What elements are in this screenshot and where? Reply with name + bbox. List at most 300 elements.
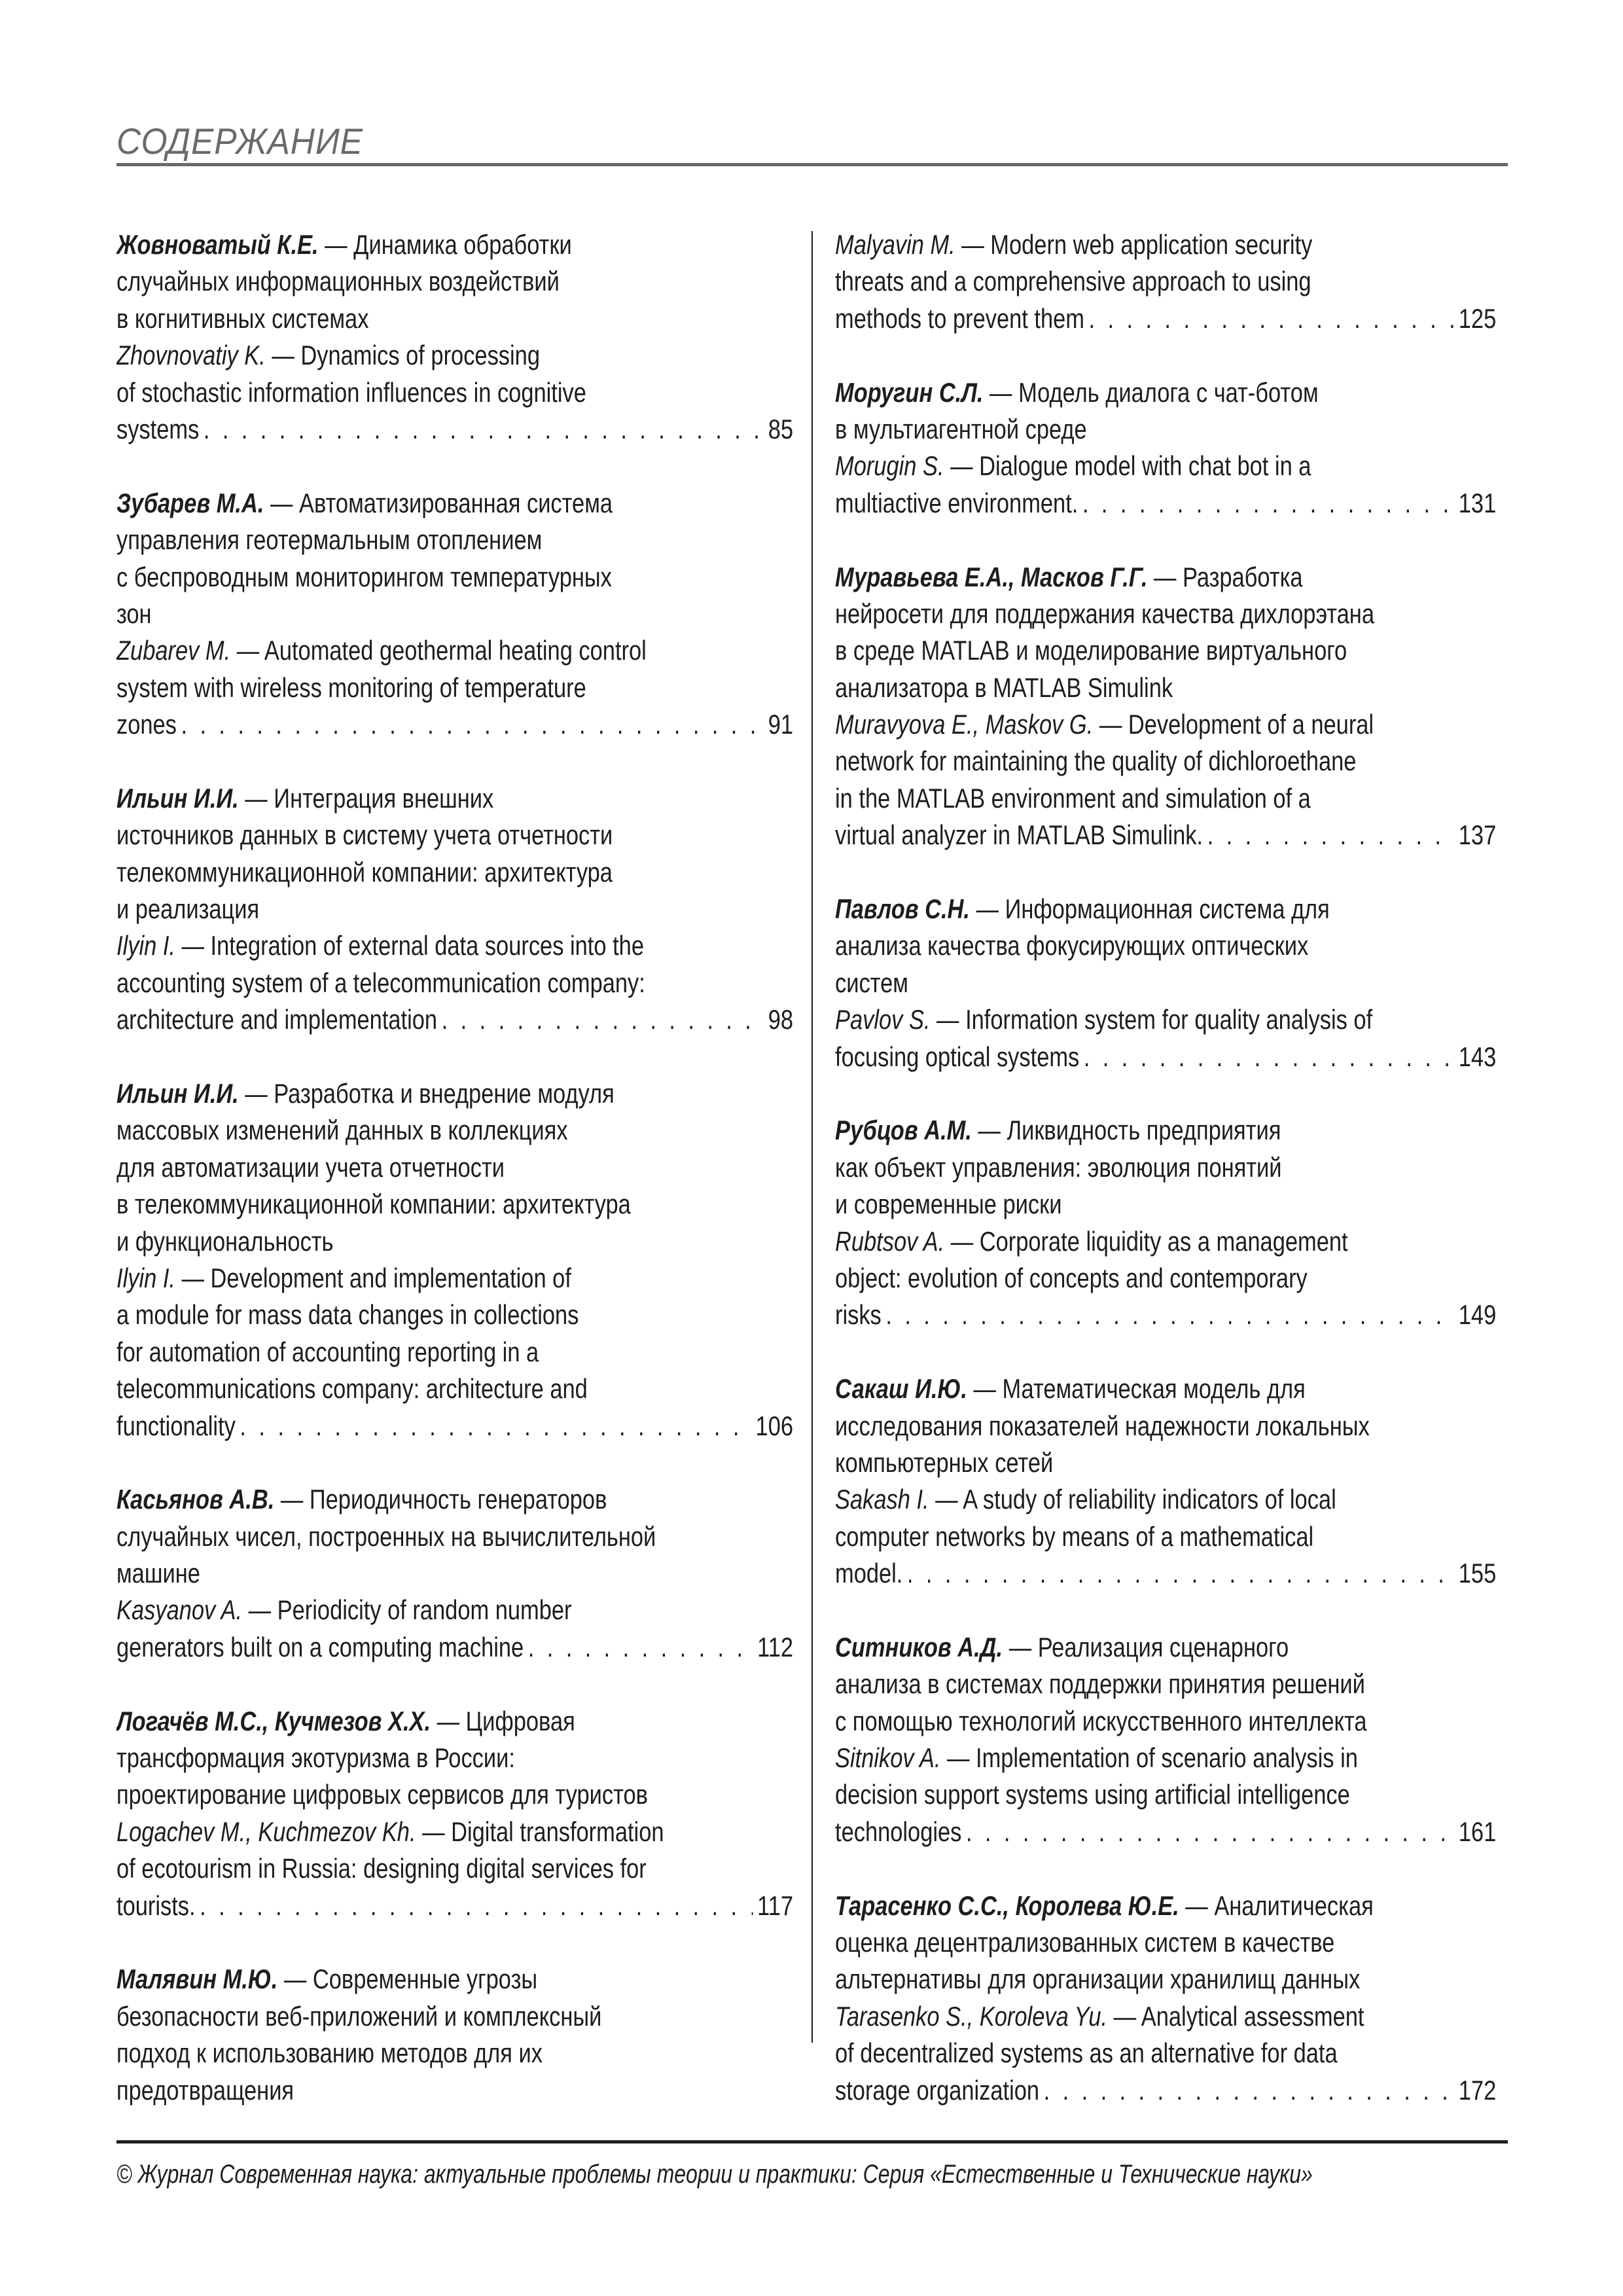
dot-leader <box>1207 817 1455 853</box>
title-en-text: network for maintaining the quality of dichloroethane <box>835 745 1357 777</box>
title-en-text: storage organization <box>835 2074 1040 2106</box>
authors-en: Logachev M., Kuchmezov Kh. <box>116 1816 416 1847</box>
title-ru-text: источников данных в систему учета отчетности <box>116 819 613 851</box>
title-ru-text: — Информационная система для <box>976 893 1330 925</box>
toc-line-en <box>835 780 1496 817</box>
column-divider <box>812 231 813 2043</box>
title-ru-text: зон <box>116 598 152 629</box>
title-en-text: computer networks by means of a mathematical <box>835 1520 1314 1552</box>
toc-line-ru <box>116 596 793 632</box>
title-en-wrap <box>116 1336 539 1367</box>
page-number[interactable]: 172 <box>1458 2074 1497 2106</box>
title-en-wrap <box>835 783 1311 814</box>
title-en-wrap <box>835 1742 1358 1773</box>
title-en-wrap <box>116 1816 664 1847</box>
title-en-wrap <box>116 1408 236 1444</box>
title-ru-text: телекоммуникационной компании: архитектура <box>116 856 613 888</box>
title-en-wrap <box>835 1039 1079 1075</box>
page-title: СОДЕРЖАНИЕ <box>116 120 363 162</box>
title-en-text: architecture and implementation <box>116 1004 438 1035</box>
page-number[interactable]: 85 <box>768 413 794 444</box>
toc-entry[interactable] <box>835 374 1496 522</box>
title-en-wrap <box>835 745 1356 776</box>
title-en-text: a module for mass data changes in collections <box>116 1299 579 1331</box>
toc-line-en <box>116 670 793 706</box>
authors-en: Pavlov S. <box>835 1004 931 1035</box>
title-ru-text: и современные риски <box>835 1189 1062 1220</box>
title-en-text: for automation of accounting reporting in a <box>116 1336 539 1367</box>
dot-leader <box>200 1888 753 1924</box>
toc-line-en <box>835 1001 1496 1038</box>
authors-ru: Касьянов А.В. <box>116 1484 275 1515</box>
toc-line-en <box>835 743 1496 780</box>
toc-line-en-last <box>835 817 1496 853</box>
title-ru-text: в среде MATLAB и моделирование виртуального <box>835 635 1347 666</box>
toc-line-ru <box>116 1112 793 1149</box>
authors-en: Sakash I. <box>835 1484 929 1515</box>
toc-line-en <box>835 1776 1496 1813</box>
toc-line-ru <box>116 300 793 337</box>
toc-line-en-last <box>116 706 793 743</box>
title-en-text: accounting system of a telecommunication company: <box>116 967 645 998</box>
toc-line-en-last <box>116 1001 793 1038</box>
toc-line-ru <box>835 1703 1496 1740</box>
toc-line-ru <box>835 1112 1496 1149</box>
authors-en: Malyavin M. <box>835 229 955 260</box>
title-en-text: — Dialogue model with chat bot in a <box>950 450 1311 482</box>
title-en-wrap <box>835 229 1312 260</box>
toc-line-en <box>835 263 1496 300</box>
toc-entry[interactable] <box>835 1112 1496 1333</box>
toc-line-ru <box>116 1518 793 1555</box>
toc-line-ru <box>116 1481 793 1518</box>
title-en-wrap <box>835 1004 1372 1035</box>
title-ru-text: систем <box>835 967 908 998</box>
title-en-wrap <box>835 1484 1336 1515</box>
title-ru-text: анализа в системах поддержки принятия решений <box>835 1668 1365 1700</box>
footer-rule <box>116 2140 1508 2144</box>
authors-en: Rubtsov A. <box>835 1225 945 1257</box>
authors-en: Tarasenko S., Koroleva Yu. <box>835 2000 1108 2032</box>
toc-line-ru <box>835 670 1496 706</box>
title-ru-text: безопасности веб-приложений и комплексный <box>116 2000 602 2032</box>
title-en-text: threats and a comprehensive approach to using <box>835 266 1311 297</box>
title-ru-text: — Интеграция внешних <box>245 782 494 814</box>
title-en-text: model. <box>835 1558 903 1589</box>
toc-line-en <box>116 1814 793 1850</box>
toc-line-ru <box>835 1924 1496 1961</box>
toc-line-ru <box>116 485 793 522</box>
dot-leader <box>885 1297 1454 1333</box>
page-number[interactable]: 106 <box>755 1410 794 1441</box>
title-en-wrap <box>835 2001 1364 2032</box>
toc-entry[interactable] <box>835 1629 1496 1850</box>
title-en-wrap <box>835 1226 1348 1257</box>
toc-line-ru <box>835 596 1496 632</box>
toc-line-ru <box>116 854 793 891</box>
toc-line-ru <box>835 374 1496 411</box>
toc-line-ru <box>116 559 793 596</box>
title-en-text: — A study of reliability indicators of local <box>935 1484 1336 1515</box>
toc-line-ru <box>116 1703 793 1740</box>
title-ru-text: проектирование цифровых сервисов для туристов <box>116 1779 648 1810</box>
toc-line-en <box>835 1518 1496 1555</box>
toc-line-en-last <box>835 485 1496 522</box>
title-en-text: system with wireless monitoring of temperature <box>116 672 586 703</box>
title-en-wrap <box>116 706 177 743</box>
toc-line-ru <box>835 1629 1496 1666</box>
dot-leader <box>240 1408 751 1444</box>
title-en-text: — Development and implementation of <box>181 1262 571 1293</box>
toc-line-en <box>116 1850 793 1887</box>
toc-entry[interactable] <box>835 1888 1496 2109</box>
authors-ru: Зубарев М.А. <box>116 487 264 518</box>
toc-list-left <box>116 226 793 2109</box>
authors-en: Ilyin I. <box>116 1262 175 1293</box>
toc-line-en <box>835 1481 1496 1518</box>
dot-leader <box>528 1629 753 1666</box>
toc-line-ru <box>835 632 1496 669</box>
toc-line-ru <box>116 1149 793 1186</box>
toc-line-ru <box>835 927 1496 964</box>
toc-entry[interactable] <box>116 485 793 744</box>
toc-entry[interactable] <box>835 226 1496 337</box>
toc-line-en <box>835 2035 1496 2072</box>
toc-line-ru <box>116 2035 793 2072</box>
title-en-text: multiactive environment. <box>835 487 1079 518</box>
page-number[interactable]: 131 <box>1458 487 1497 518</box>
toc-line-en <box>835 706 1496 743</box>
title-en-text: generators built on a computing machine <box>116 1631 524 1662</box>
title-en-wrap <box>835 1814 961 1850</box>
title-ru-text: — Автоматизированная система <box>270 487 613 518</box>
toc-entry[interactable] <box>116 780 793 1039</box>
authors-ru: Ильин И.И. <box>116 782 239 814</box>
toc-line-en <box>116 1297 793 1333</box>
title-en-wrap <box>835 1297 882 1333</box>
dot-leader <box>1084 1039 1454 1075</box>
title-en-text: — Dynamics of processing <box>272 340 540 371</box>
title-ru-text: компьютерных сетей <box>835 1446 1054 1478</box>
toc-entry[interactable] <box>116 1481 793 1666</box>
page-number[interactable]: 155 <box>1458 1558 1497 1589</box>
authors-ru: Ильин И.И. <box>116 1077 239 1109</box>
title-ru-text: оценка децентрализованных систем в качестве <box>835 1926 1335 1958</box>
title-ru-text: с беспроводным мониторингом температурных <box>116 561 612 592</box>
title-en-wrap <box>835 817 1203 853</box>
toc-line-en-last <box>835 1555 1496 1592</box>
authors-ru: Жовноватый К.Е. <box>116 229 319 260</box>
page-number[interactable]: 112 <box>757 1631 794 1662</box>
title-ru-text: нейросети для поддержания качества дихлорэтана <box>835 598 1374 629</box>
toc-line-en <box>116 1592 793 1628</box>
title-en-wrap <box>835 450 1311 481</box>
page-number[interactable]: 149 <box>1458 1299 1497 1331</box>
authors-ru: Сакаш И.Ю. <box>835 1373 967 1405</box>
title-en-wrap <box>835 709 1374 740</box>
title-ru-text: с помощью технологий искусственного интеллекта <box>835 1705 1367 1736</box>
toc-line-ru <box>835 891 1496 927</box>
authors-ru: Муравьева Е.А., Масков Г.Г. <box>835 561 1148 592</box>
authors-ru: Моругин С.Л. <box>835 376 984 408</box>
authors-ru: Тарасенко С.С., Королева Ю.Е. <box>835 1890 1179 1921</box>
title-en-text: zones <box>116 709 177 740</box>
toc-entry[interactable] <box>835 559 1496 854</box>
header-rule <box>116 163 1508 166</box>
toc-line-ru <box>116 263 793 300</box>
title-en-wrap <box>835 1263 1308 1293</box>
toc-line-en <box>835 226 1496 263</box>
title-ru-text: — Реализация сценарного <box>1008 1631 1289 1662</box>
toc-line-en-last <box>835 1814 1496 1850</box>
title-en-wrap <box>116 1263 571 1293</box>
title-ru-text: анализатора в MATLAB Simulink <box>835 672 1173 703</box>
toc-line-ru <box>835 1186 1496 1223</box>
toc-entry[interactable] <box>116 226 793 448</box>
authors-en: Muravyova E., Maskov G. <box>835 709 1094 740</box>
toc-line-en <box>116 632 793 669</box>
toc-line-ru <box>835 1444 1496 1481</box>
title-en-wrap <box>835 1555 902 1592</box>
title-en-text: systems <box>116 413 200 444</box>
dot-leader <box>181 706 764 743</box>
title-en-text: — Digital transformation <box>422 1816 664 1847</box>
title-ru-text: — Современные угрозы <box>283 1964 538 1995</box>
title-en-wrap <box>116 1373 588 1404</box>
title-en-text: decision support systems using artificial intelligence <box>835 1779 1350 1810</box>
title-en-text: — Periodicity of random number <box>248 1594 572 1626</box>
title-ru-text: альтернативы для организации хранилищ данных <box>835 1964 1361 1995</box>
page-number[interactable]: 137 <box>1458 819 1497 851</box>
title-en-wrap <box>116 340 540 370</box>
dot-leader <box>1089 300 1455 337</box>
title-en-text: of stochastic information influences in cognitive <box>116 376 586 408</box>
toc-line-ru <box>116 1555 793 1592</box>
toc-line-en <box>835 1740 1496 1776</box>
toc-line-ru <box>116 780 793 817</box>
toc-line-en <box>116 337 793 374</box>
toc-list-right <box>835 226 1496 2109</box>
toc-line-en-last <box>835 2072 1496 2109</box>
toc-entry[interactable] <box>835 891 1496 1075</box>
toc-line-ru <box>116 1998 793 2035</box>
dot-leader <box>907 1555 1454 1592</box>
title-en-wrap <box>116 377 586 408</box>
authors-en: Kasyanov A. <box>116 1594 243 1626</box>
title-ru-text: — Периодичность генераторов <box>280 1484 607 1515</box>
toc-line-en <box>835 1223 1496 1260</box>
title-en-text: — Implementation of scenario analysis in <box>946 1742 1358 1774</box>
title-en-wrap <box>116 1001 437 1038</box>
toc-line-en-last <box>116 411 793 448</box>
toc-line-ru <box>835 1408 1496 1444</box>
title-en-text: — Modern web application security <box>961 229 1313 260</box>
title-ru-text: управления геотермальным отоплением <box>116 524 543 556</box>
title-ru-text: для автоматизации учета отчетности <box>116 1151 505 1183</box>
toc-column-right <box>835 226 1496 2145</box>
title-en-text: — Analytical assessment <box>1113 2000 1364 2032</box>
authors-en: Morugin S. <box>835 450 944 482</box>
toc-entry[interactable] <box>116 1703 793 1924</box>
toc-line-ru <box>116 817 793 853</box>
title-en-text: virtual analyzer in MATLAB Simulink. <box>835 819 1204 851</box>
toc-line-ru <box>116 2072 793 2109</box>
title-en-wrap <box>116 1629 524 1666</box>
title-ru-text: исследования показателей надежности локальных <box>835 1410 1370 1441</box>
title-ru-text: — Математическая модель для <box>973 1373 1306 1405</box>
title-en-text: — Information system for quality analysis of <box>936 1004 1373 1035</box>
title-en-wrap <box>116 635 647 666</box>
toc-line-ru <box>835 1149 1496 1186</box>
toc-line-en <box>116 374 793 411</box>
page-number[interactable]: 91 <box>768 709 794 740</box>
toc-line-ru <box>116 1740 793 1776</box>
title-en-wrap <box>116 411 199 448</box>
authors-en: Zubarev M. <box>116 635 231 666</box>
title-ru-text: в телекоммуникационной компании: архитектура <box>116 1189 631 1220</box>
toc-line-ru <box>116 1223 793 1260</box>
title-ru-text: в когнитивных системах <box>116 302 369 334</box>
toc-line-ru <box>835 411 1496 448</box>
title-en-wrap <box>116 1299 579 1330</box>
authors-en: Zhovnovatiy K. <box>116 340 266 371</box>
toc-line-en <box>835 1260 1496 1297</box>
title-en-wrap <box>116 1594 572 1625</box>
title-ru-text: — Цифровая <box>437 1705 575 1736</box>
title-en-text: risks <box>835 1299 882 1331</box>
dot-leader <box>966 1814 1454 1850</box>
title-en-wrap <box>835 300 1084 337</box>
toc-line-en <box>835 1998 1496 2035</box>
title-en-wrap <box>835 266 1311 296</box>
authors-ru: Павлов С.Н. <box>835 893 970 925</box>
title-en-wrap <box>835 2072 1039 2109</box>
title-ru-text: — Разработка и внедрение модуля <box>245 1077 615 1109</box>
toc-line-ru <box>116 891 793 927</box>
title-ru-text: — Разработка <box>1153 561 1303 592</box>
title-en-text: — Automated geothermal heating control <box>236 635 647 666</box>
title-en-wrap <box>835 485 1078 522</box>
title-en-text: tourists. <box>116 1890 196 1921</box>
title-en-wrap <box>116 672 586 703</box>
title-ru-text: случайных чисел, построенных на вычислительной <box>116 1520 656 1552</box>
title-ru-text: как объект управления: эволюция понятий <box>835 1151 1282 1183</box>
title-ru-text: — Динамика обработки <box>325 229 572 260</box>
title-en-text: object: evolution of concepts and contemporary <box>835 1262 1308 1293</box>
toc-line-ru <box>116 1776 793 1813</box>
authors-ru: Ситников А.Д. <box>835 1631 1003 1662</box>
page-number[interactable]: 98 <box>768 1004 794 1035</box>
toc-column-left <box>116 226 793 2145</box>
authors-ru: Малявин М.Ю. <box>116 1964 278 1995</box>
title-ru-text: анализа качества фокусирующих оптических <box>835 930 1309 961</box>
toc-line-ru <box>835 1888 1496 1924</box>
toc-line-en <box>835 448 1496 484</box>
title-en-text: of ecotourism in Russia: designing digital services for <box>116 1853 647 1884</box>
title-en-text: technologies <box>835 1816 962 1847</box>
toc-line-ru <box>116 522 793 558</box>
title-ru-text: в мультиагентной среде <box>835 413 1087 444</box>
title-ru-text: случайных информационных воздействий <box>116 266 560 297</box>
title-en-text: — Corporate liquidity as a management <box>950 1225 1348 1257</box>
page-number[interactable]: 117 <box>757 1890 794 1921</box>
title-en-text: of decentralized systems as an alternative for data <box>835 2037 1338 2069</box>
toc-line-en-last <box>116 1629 793 1666</box>
footer-copyright: © Журнал Современная наука: актуальные проблемы теории и практики: Серия «Естественные и Технические науки» <box>116 2160 1313 2189</box>
toc-line-en <box>116 927 793 964</box>
dot-leader <box>1082 485 1454 522</box>
title-en-text: — Integration of external data sources into the <box>181 930 644 961</box>
title-en-text: focusing optical systems <box>835 1041 1080 1072</box>
toc-line-en-last <box>835 300 1496 337</box>
title-en-wrap <box>116 930 644 961</box>
dot-leader <box>442 1001 764 1038</box>
title-ru-text: и реализация <box>116 893 260 925</box>
title-ru-text: машине <box>116 1558 200 1589</box>
toc-line-ru <box>116 1075 793 1112</box>
toc-line-ru <box>835 559 1496 596</box>
toc-line-en-last <box>835 1297 1496 1333</box>
toc-line-ru <box>116 226 793 263</box>
toc-line-en-last <box>116 1408 793 1444</box>
toc-line-en-last <box>835 1039 1496 1075</box>
title-en-text: methods to prevent them <box>835 302 1084 334</box>
toc-line-ru <box>835 1371 1496 1407</box>
title-en-text: functionality <box>116 1410 236 1441</box>
title-ru-text: — Аналитическая <box>1185 1890 1374 1921</box>
toc-line-ru <box>835 1961 1496 1998</box>
title-ru-text: — Модель диалога с чат-ботом <box>990 376 1319 408</box>
toc-entry[interactable] <box>835 1371 1496 1592</box>
title-ru-text: и функциональность <box>116 1225 334 1257</box>
title-en-text: in the MATLAB environment and simulation of a <box>835 782 1311 814</box>
title-ru-text: подход к использованию методов для их <box>116 2037 543 2069</box>
authors-ru: Логачёв М.С., Кучмезов Х.Х. <box>116 1705 431 1736</box>
dot-leader <box>1044 2072 1455 2109</box>
title-en-wrap <box>116 1888 196 1924</box>
title-ru-text: массовых изменений данных в коллекциях <box>116 1115 568 1146</box>
toc-line-ru <box>116 1961 793 1998</box>
toc-line-en <box>116 1371 793 1407</box>
title-en-wrap <box>835 1521 1313 1552</box>
toc-entry[interactable] <box>116 1075 793 1444</box>
page-number[interactable]: 143 <box>1458 1041 1497 1072</box>
toc-line-ru <box>835 1666 1496 1702</box>
page-number[interactable]: 161 <box>1458 1816 1497 1847</box>
title-en-text: telecommunications company: architecture and <box>116 1373 588 1405</box>
dot-leader <box>204 411 764 448</box>
title-en-wrap <box>835 2037 1338 2068</box>
toc-entry[interactable] <box>116 1961 793 2109</box>
toc-line-ru <box>116 1186 793 1223</box>
title-en-text: — Development of a neural <box>1099 709 1374 740</box>
toc-line-ru <box>835 965 1496 1001</box>
authors-ru: Рубцов А.М. <box>835 1115 972 1146</box>
title-en-wrap <box>116 967 645 998</box>
title-ru-text: трансформация экотуризма в России: <box>116 1742 515 1774</box>
page-number[interactable]: 125 <box>1458 302 1497 334</box>
title-ru-text: — Ликвидность предприятия <box>978 1115 1281 1146</box>
toc-line-en-last <box>116 1888 793 1924</box>
toc-line-en <box>116 965 793 1001</box>
title-en-wrap <box>116 1853 647 1884</box>
title-ru-text: предотвращения <box>116 2074 294 2106</box>
authors-en: Ilyin I. <box>116 930 175 961</box>
toc-line-en <box>116 1334 793 1371</box>
authors-en: Sitnikov A. <box>835 1742 941 1774</box>
title-en-wrap <box>835 1779 1350 1810</box>
toc-line-en <box>116 1260 793 1297</box>
